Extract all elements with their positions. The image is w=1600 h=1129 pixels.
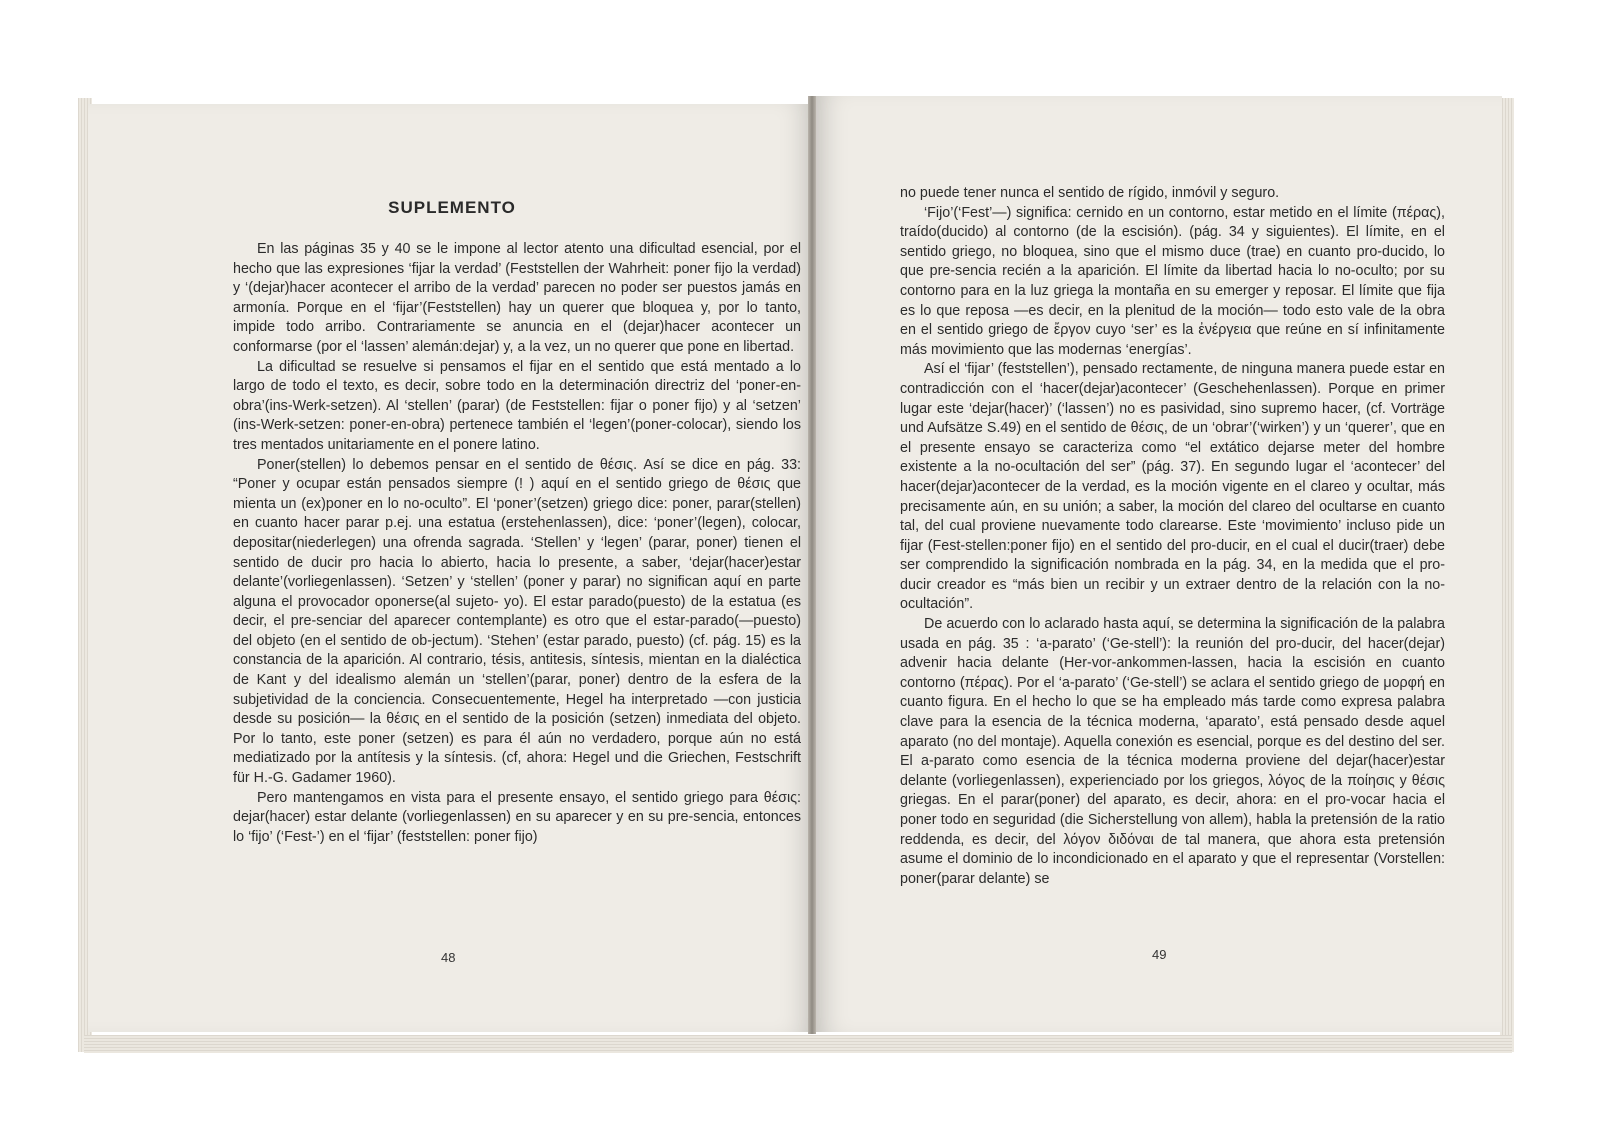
right-page-text (900, 184, 1445, 889)
paragraph: Así el ‘fijar’ (feststellen’), pensado rectamente, de ninguna manera puede estar en contradicción con el ‘hacer(dejar)acontecer’ (Geschehenlassen). Porque en primer lugar este ‘dejar(hacer)’ (‘lassen’) no es pasividad, sino supremo hacer, (cf. Vorträge und Aufsätze S.49) en el sentido de θέσις, de un ‘obrar’(‘wirken’) y un ‘querer’, que en el presente ensayo se caracteriza como “el extático dejarse meter del hombre existente a la no-ocultación del ser” (pág. 37). En segundo lugar el ‘acontecer’ del hacer(dejar)acontecer de la verdad, es la moción vigente en el clareo y ocultar, más precisamente aún, en su unión; a saber, la moción del clareo del ocultarse en cuanto tal, del cual proviene nuevamente todo clarearse. Este ‘movimiento’ incluso pide un fijar (Fest-stellen:poner fijo) en el sentido del pro-ducir, en el cual el ducir(traer) debe ser comprendido la significación nombrada en la pág. 34, en la medida que el pro-ducir creador es “más bien un recibir y un extraer dentro de la relación con la no-ocultación”. (900, 361, 1445, 613)
paragraph: no puede tener nunca el sentido de rígido, inmóvil y seguro. (900, 185, 1280, 201)
paragraph: Pero mantengamos en vista para el presente ensayo, el sentido griego para θέσις: dejar(hacer) estar delante (vorliegenlassen) en su aparecer y en su pre-sencia, entonces lo ‘fijo’ (‘Fest-’) en el ‘fijar’ (feststellen: poner fijo) (233, 789, 801, 845)
left-page (88, 104, 816, 1032)
paragraph: ‘Fijo’(‘Fest’—) significa: cernido en un contorno, estar metido en el límite (πέρας), traído(ducido) al contorno (de la escisión). (pág. 34 y siguientes). El límite, en el sentido griego, no bloquea, sino que el mismo duce (trae) en cuanto pro-ducido, lo que pre-sencia recién a la aparición. El límite da libertad hacia lo no-oculto; por su contorno para en la luz griega la montaña en su emerger y reposar. El límite que fija es lo que reposa —es decir, en la plenitud de la moción— todo esto vale de la obra en el sentido griego de ἔργον cuyo ‘ser’ es la ἐνέργεια que reúne en sí infinitamente más movimiento que las modernas ‘energías’. (900, 204, 1445, 358)
page-heading: SUPLEMENTO (388, 198, 516, 217)
right-page (812, 96, 1502, 1032)
page-block-edge-bottom-right (812, 1035, 1512, 1053)
paragraph: Poner(stellen) lo debemos pensar en el sentido de θέσις. Así se dice en pág. 33: “Poner y ocupar están pensados siempre (! ) aquí en el sentido griego de θέσις que mienta un (ex)poner en lo no-oculto”. El ‘poner’(setzen) griego dice: poner, parar(stellen) en cuanto hacer parar p.ej. una estatua (erstehenlassen), dice: ‘poner’(legen), colocar, depositar(niederlegen) una ofrenda sagrada. ‘Stellen’ y ‘legen’ (parar, poner) tienen el sentido de ducir pro hacia lo abierto, hacia lo presente, a saber, ‘dejar(hacer)estar delante’(vorliegenlassen). ‘Setzen’ y ‘stellen’ (poner y parar) no significan aquí en parte alguna el provocador oponerse(al sujeto- yo). El estar parado(puesto) de la estatua (es decir, el pre-senciar del aparecer contemplante) es otro que el estar-parado(—puesto) del objeto (en el sentido de ob-jectum). ‘Stehen’ (estar parado, puesto) (cf. pág. 15) es la constancia de la aparición. Al contrario, tésis, antitesis, síntesis, mientan en la dialéctica de Kant y del idealismo alemán un ‘stellen’(parar, poner) dentro de la esfera de la subjetividad de la conciencia. Consecuentemente, Hegel ha interpretado —con justicia desde su posición— la θέσις en el sentido de la posición (setzen) inmediata del objeto. Por lo tanto, este poner (setzen) es para él aún no verdadero, porque aún no está mediatizado por la antítesis y la síntesis. (cf, ahora: Hegel und die Griechen, Festschrift für H.-G. Gadamer 1960). (233, 456, 801, 787)
paragraph: En las páginas 35 y 40 se le impone al lector atento una dificultad esencial, por el hecho que las expresiones ‘fijar la verdad’ (Feststellen der Wahrheit: poner fijo la verdad) y ‘(dejar)hacer acontecer el arribo de la verdad’ parecen no poder ser puestos jamás en armonía. Porque en el ‘fijar’(Feststellen) hay un querer que bloquea y, por lo tanto, impide todo arribo. Contrariamente se anuncia en el (dejar)hacer acontecer un conformarse (por el ‘lassen’ alemán:dejar) y, a la vez, un no querer que pone en libertad. (233, 241, 801, 355)
page-block-edge-right (1500, 98, 1514, 1052)
page-number: 49 (1152, 947, 1167, 962)
left-page-text (233, 240, 801, 847)
book-gutter (808, 96, 816, 1034)
page-number: 48 (441, 950, 456, 965)
paragraph: De acuerdo con lo aclarado hasta aquí, se determina la significación de la palabra usada en pág. 35 : ‘a-parato’ (‘Ge-stell’): la reunión del pro-ducir, del hacer(dejar) advenir hacia delante (Her-vor-ankommen-lassen, hacia la escisión en cuanto contorno (πέρας). Por el ‘a-parato’ (‘Ge-stell’) se aclara el sentido griego de μορφή en cuanto figura. En el hecho lo que se ha empleado más tarde como expresa palabra clave para la esencia de la técnica moderna, ‘aparato’, está pensado desde aquel aparato (no del montaje). Aquella conexión es esencial, porque es del destino del ser. El a-parato como esencia de la técnica moderna proviene del dejar(hacer)estar delante (vorliegenlassen), experienciado por los griegos, λόγος de la ποίησις y θέσις griegas. En el parar(poner) del aparato, es decir, ahora: en el pro-vocar hacia el poner todo en seguridad (die Sicherstellung von allem), habla la pretensión de la ratio reddenda, es decir, del λόγον διδόναι de tal manera, que ahora esta pretensión asume el dominio de lo incondicionado en el aparato y que el representar (Vorstellen: poner(parar delante) se (900, 616, 1445, 887)
paragraph: La dificultad se resuelve si pensamos el fijar en el sentido que está mentado a lo largo de todo el texto, es decir, sobre todo en la determinación directriz del ‘poner-en-obra’(ins-Werk-setzen). Al ‘stellen’ (parar) (de Feststellen: fijar o poner fijo) y al ‘setzen’ (ins-Werk-setzen: poner-en-obra) pertenece también el ‘legen’(poner-colocar), siendo los tres mentados unitariamente en el ponere latino. (233, 358, 801, 453)
page-block-edge-bottom-left (84, 1035, 814, 1053)
